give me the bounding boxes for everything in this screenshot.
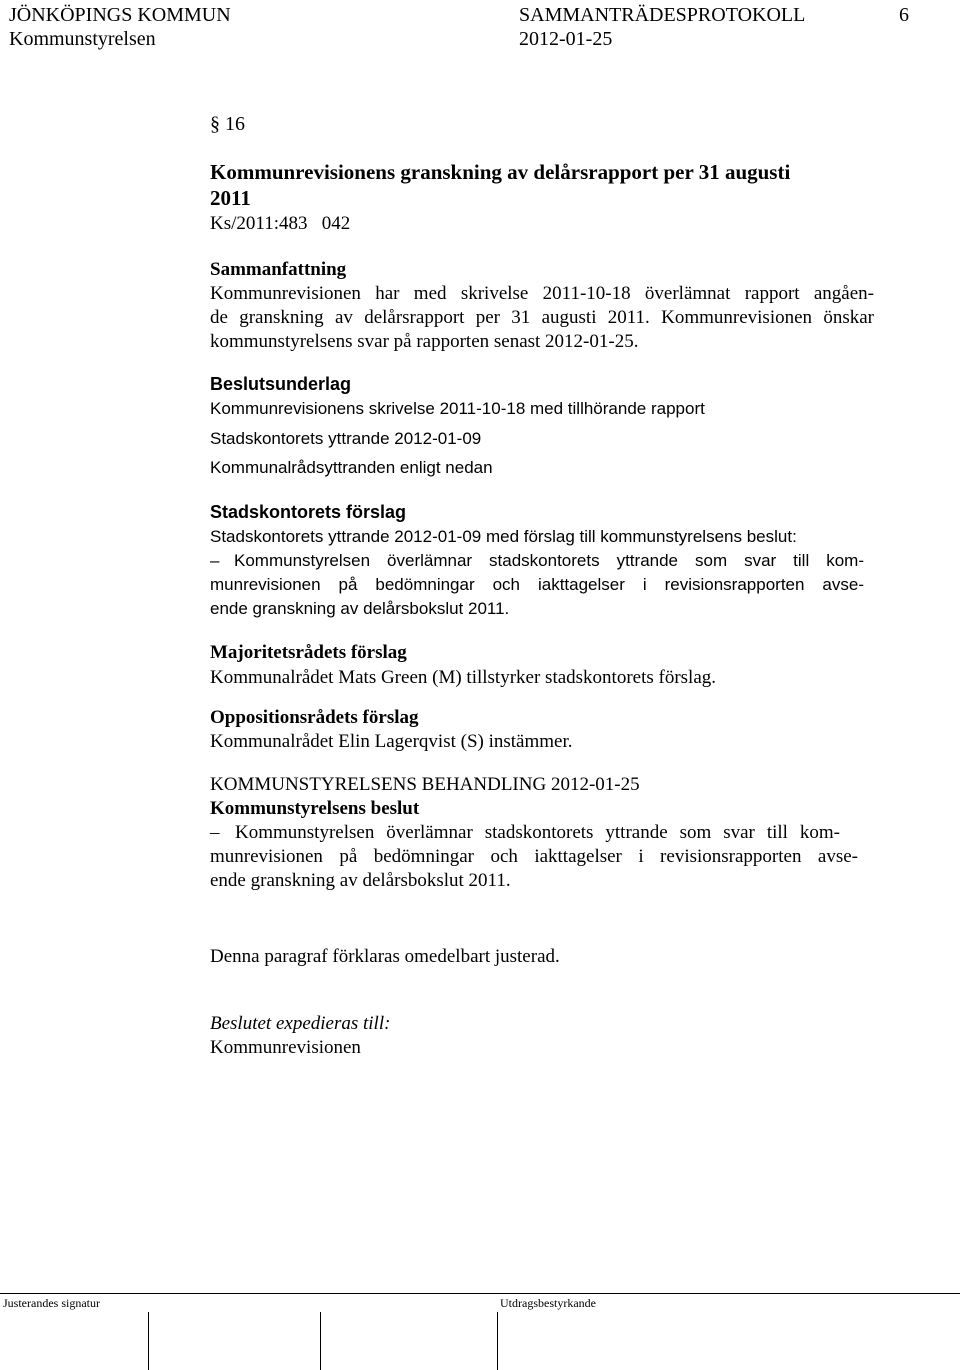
kommunstyrelsens-beslut-bullet	[235, 821, 840, 845]
kommunstyrelsens-beslut-bullet-cont	[210, 845, 858, 893]
footer-rule	[0, 1293, 960, 1294]
stadskontorets-forslag-heading: Stadskontorets förslag	[210, 502, 407, 522]
beslutsunderlag-item: Kommunalrådsyttranden enligt nedan	[210, 458, 493, 477]
header-page-number: 6	[899, 4, 909, 26]
sammanfattning-line: de granskning av delårsrapport per 31 augusti 2011. Kommunrevisionen önskar	[210, 307, 874, 328]
stadskontorets-forslag-bullet-line: ende granskning av delårsbokslut 2011.	[210, 599, 510, 618]
beslutsunderlag-heading: Beslutsunderlag	[210, 374, 352, 394]
opposition-heading: Oppositionsrådets förslag	[210, 707, 419, 728]
signature-box-divider	[148, 1312, 149, 1370]
kommunstyrelsens-beslut-line: Kommunstyrelsen överlämnar stadskontorets yttrande som svar till kom-	[235, 822, 840, 843]
opposition-text: Kommunalrådet Elin Lagerqvist (S) instämmer.	[210, 731, 573, 752]
stadskontorets-forslag-bullet-line: Kommunstyrelsen överlämnar stadskontorets yttrande som svar till kom-	[234, 551, 864, 570]
majoritet-heading: Majoritetsrådets förslag	[210, 642, 407, 663]
stadskontorets-forslag-intro: Stadskontorets yttrande 2012-01-09 med förslag till kommunstyrelsens beslut:	[210, 527, 797, 546]
signature-box-divider	[497, 1312, 498, 1370]
expedition-label: Beslutet expedieras till:	[210, 1013, 391, 1034]
sammanfattning-heading: Sammanfattning	[210, 259, 347, 280]
header-date: 2012-01-25	[519, 28, 613, 50]
kommunstyrelsens-beslut-line: ende granskning av delårsbokslut 2011.	[210, 870, 511, 891]
kommunstyrelsens-beslut-heading: Kommunstyrelsens beslut	[210, 798, 420, 819]
stadskontorets-forslag-bullet	[234, 549, 864, 573]
justerad-statement: Denna paragraf förklaras omedelbart justerad.	[210, 946, 560, 967]
header-org: JÖNKÖPINGS KOMMUN	[9, 4, 231, 26]
paragraph-title-line1: Kommunrevisionens granskning av delårsrapport per 31 augusti	[210, 160, 791, 184]
beslutsunderlag-item: Kommunrevisionens skrivelse 2011-10-18 med tillhörande rapport	[210, 399, 705, 418]
kommunstyrelsens-beslut-line: munrevisionen på bedömningar och iakttagelser i revisionsrapporten avse-	[210, 846, 858, 867]
sammanfattning-text	[210, 282, 874, 354]
majoritet-text: Kommunalrådet Mats Green (M) tillstyrker stadskontorets förslag.	[210, 667, 717, 688]
case-reference: Ks/2011:483 042	[210, 213, 351, 234]
footer-utdragsbestyrkande: Utdragsbestyrkande	[500, 1296, 596, 1310]
stadskontorets-forslag-dash: –	[210, 551, 220, 570]
stadskontorets-forslag-bullet-cont	[210, 573, 864, 621]
expedition-recipient: Kommunrevisionen	[210, 1037, 361, 1058]
paragraph-number-value: 16	[225, 113, 245, 135]
beslutsunderlag-item: Stadskontorets yttrande 2012-01-09	[210, 429, 482, 448]
behandling-heading: KOMMUNSTYRELSENS BEHANDLING 2012-01-25	[210, 774, 640, 795]
paragraph-symbol: §	[210, 113, 220, 135]
sammanfattning-line: kommunstyrelsens svar på rapporten senast 2012-01-25.	[210, 331, 639, 352]
paragraph-number	[210, 112, 245, 136]
stadskontorets-forslag-bullet-line: munrevisionen på bedömningar och iakttagelser i revisionsrapporten avse-	[210, 575, 864, 594]
signature-box-divider	[320, 1312, 321, 1370]
sammanfattning-line: Kommunrevisionen har med skrivelse 2011-10-18 överlämnat rapport angåen-	[210, 283, 874, 304]
kommunstyrelsens-beslut-dash: –	[210, 822, 220, 843]
footer-justerandes-signatur: Justerandes signatur	[3, 1296, 100, 1310]
header-body: Kommunstyrelsen	[9, 28, 156, 50]
header-doc-type: SAMMANTRÄDESPROTOKOLL	[519, 4, 806, 26]
paragraph-title-line2: 2011	[210, 186, 251, 210]
